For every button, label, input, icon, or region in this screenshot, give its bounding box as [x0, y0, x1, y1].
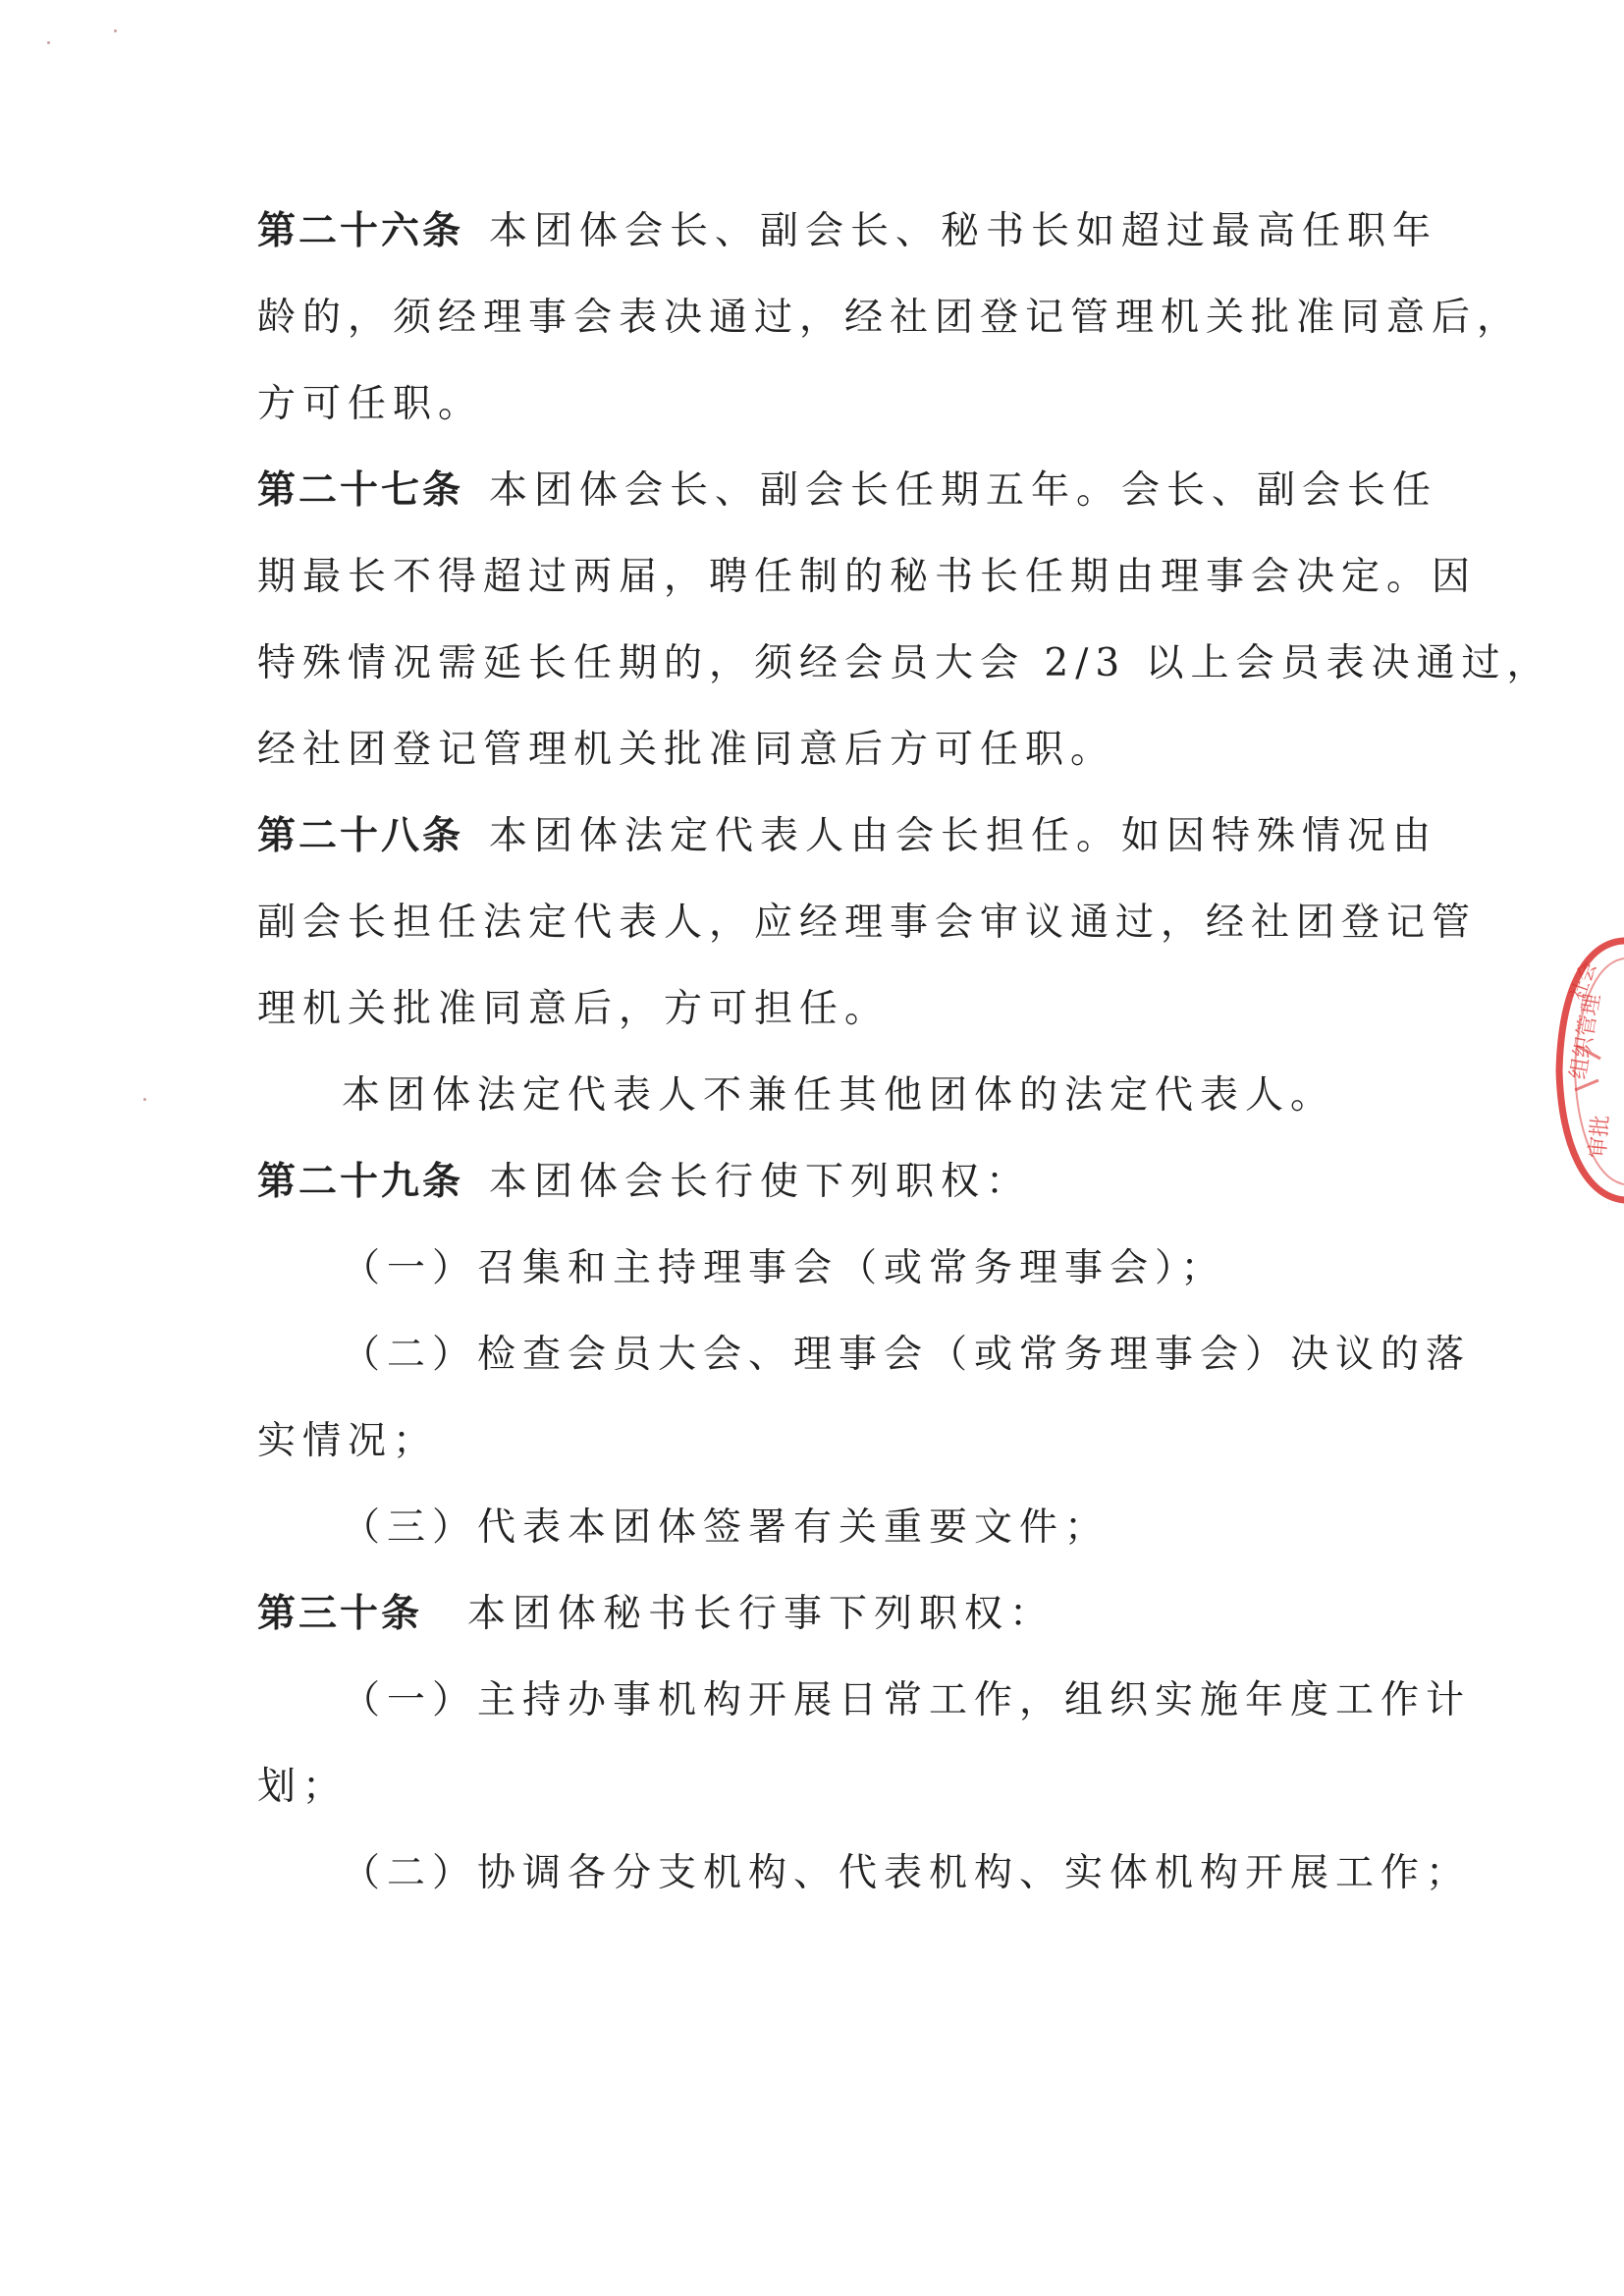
article-30-item-1-line-2: 划；	[257, 1765, 349, 1809]
scan-speck	[114, 29, 117, 32]
article-28-text-1: 本团体法定代表人由会长担任。如因特殊情况由	[489, 814, 1438, 858]
scan-speck	[47, 41, 50, 44]
article-28-line-1	[257, 809, 1438, 896]
article-27-line-4: 经社团登记管理机关批准同意后方可任职。	[257, 728, 1116, 772]
document-body	[257, 204, 1552, 1933]
scan-speck	[143, 1098, 146, 1101]
article-28-line-3: 理机关批准同意后，方可担任。	[257, 987, 891, 1031]
article-27-line-3: 特殊情况需延长任期的，须经会员大会 2/3 以上会员表决通过，	[257, 641, 1552, 685]
article-29-item-2-line-2: 实情况；	[257, 1419, 439, 1463]
article-26-text-1: 本团体会长、副会长、秘书长如超过最高任职年	[489, 209, 1438, 253]
svg-text:社会: 社会	[1565, 957, 1601, 1004]
svg-text:组织管理: 组织管理	[1566, 992, 1606, 1082]
article-29-heading: 第二十九条	[257, 1160, 464, 1204]
article-29-item-2-line-1: （二）检查会员大会、理事会（或常务理事会）决议的落	[342, 1333, 1472, 1377]
article-29-line-1	[257, 1155, 1386, 1241]
svg-text:审批: 审批	[1586, 1114, 1614, 1160]
article-26-heading: 第二十六条	[257, 209, 464, 253]
official-seal-stamp	[1555, 933, 1624, 1208]
article-28-line-2: 副会长担任法定代表人，应经理事会审议通过，经社团登记管	[257, 901, 1478, 945]
article-29-item-3: （三）代表本团体签署有关重要文件；	[342, 1505, 1110, 1550]
article-30-text-1: 本团体秘书长行事下列职权：	[467, 1592, 1056, 1636]
article-27-line-2: 期最长不得超过两届，聘任制的秘书长任期由理事会决定。因	[257, 555, 1478, 599]
article-27-heading: 第二十七条	[257, 468, 464, 513]
article-30-item-2: （二）协调各分支机构、代表机构、实体机构开展工作；	[342, 1851, 1472, 1895]
article-30-item-1-line-1: （一）主持办事机构开展日常工作，组织实施年度工作计	[342, 1678, 1472, 1722]
article-28-paragraph: 本团体法定代表人不兼任其他团体的法定代表人。	[342, 1073, 1336, 1118]
article-29-text-1: 本团体会长行使下列职权：	[489, 1160, 1032, 1204]
article-27-line-1	[257, 464, 1438, 550]
article-29-item-1: （一）召集和主持理事会（或常务理事会）；	[342, 1246, 1226, 1290]
seal-icon	[1555, 933, 1624, 1208]
article-30-heading: 第三十条	[257, 1592, 423, 1636]
article-26-line-3: 方可任职。	[257, 382, 484, 426]
article-28-heading: 第二十八条	[257, 814, 464, 858]
article-26-line-1	[257, 204, 1438, 291]
article-26-line-2: 龄的，须经理事会表决通过，经社团登记管理机关批准同意后，	[257, 296, 1523, 340]
article-30-line-1	[257, 1587, 1386, 1673]
article-27-text-1: 本团体会长、副会长任期五年。会长、副会长任	[489, 468, 1438, 513]
